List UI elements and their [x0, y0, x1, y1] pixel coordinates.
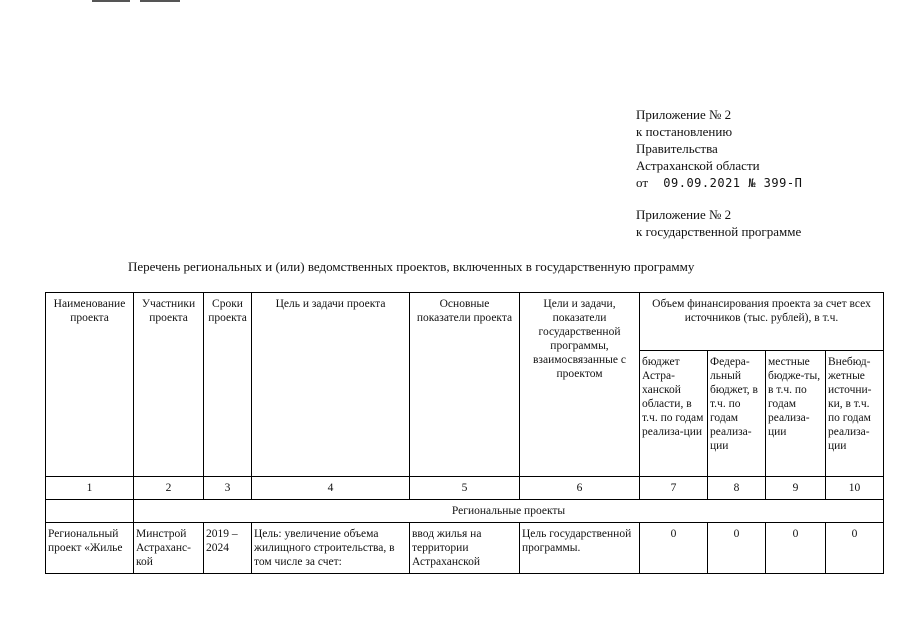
row-terms: 2019 – 2024 [204, 523, 252, 574]
row-indicator: ввод жилья на территории Астраханской [410, 523, 520, 574]
appendix-program-block [636, 206, 801, 240]
header-project-name: Наименование проекта [46, 293, 134, 477]
column-number: 9 [766, 477, 826, 500]
list-title: Перечень региональных и (или) ведомственных проектов, включенных в государственную программу [128, 259, 695, 274]
header-goals: Цель и задачи проекта [252, 293, 410, 477]
row-regional-budget-value: 0 [640, 523, 708, 574]
header-extrabudgetary: Внебюд-жетные источни-ки, в т.ч. по годам реализа-ции [826, 351, 884, 477]
appendix-decree-line2: к постановлению [636, 124, 733, 139]
row-goal: Цель: увеличение объема жилищного строительства, в том числе за счет: [252, 523, 410, 574]
header-terms: Сроки проекта [204, 293, 252, 477]
appendix-program-line2: к государственной программе [636, 224, 802, 239]
column-number: 1 [46, 477, 134, 500]
column-number: 8 [708, 477, 766, 500]
section-title: Региональные проекты [134, 500, 884, 523]
appendix-decree-line1: Приложение № 2 [636, 107, 732, 122]
header-participants: Участники проекта [134, 293, 204, 477]
column-number: 5 [410, 477, 520, 500]
column-number: 4 [252, 477, 410, 500]
header-federal-budget: Федера-льный бюджет, в т.ч. по годам реализа-ции [708, 351, 766, 477]
decree-date-number: 09.09.2021 № 399-П [663, 176, 803, 190]
header-indicators: Основные показатели проекта [410, 293, 520, 477]
column-number: 2 [134, 477, 204, 500]
appendix-decree-block [636, 106, 802, 192]
row-federal-budget-value: 0 [708, 523, 766, 574]
column-number: 6 [520, 477, 640, 500]
scan-artifact [140, 0, 180, 2]
row-extrabudgetary-value: 0 [826, 523, 884, 574]
appendix-decree-line4: Астраханской области [636, 158, 760, 173]
column-number: 3 [204, 477, 252, 500]
projects-table [45, 292, 884, 574]
column-number: 7 [640, 477, 708, 500]
appendix-decree-line3: Правительства [636, 141, 718, 156]
decree-date-line [636, 174, 802, 192]
header-local-budgets: местные бюдже-ты, в т.ч. по годам реализа-ции [766, 351, 826, 477]
header-regional-budget: бюджет Астра-ханской области, в т.ч. по годам реализа-ции [640, 351, 708, 477]
from-label: от [636, 175, 649, 190]
scan-artifact [92, 0, 130, 2]
row-program-goal: Цель государственной программы. [520, 523, 640, 574]
row-participants: Минстрой Астраханс-кой [134, 523, 204, 574]
row-local-budgets-value: 0 [766, 523, 826, 574]
row-project-name: Региональный проект «Жилье [46, 523, 134, 574]
section-empty-cell [46, 500, 134, 523]
header-financing: Объем финансирования проекта за счет всех источников (тыс. рублей), в т.ч. [640, 293, 884, 351]
column-number: 10 [826, 477, 884, 500]
appendix-program-line1: Приложение № 2 [636, 207, 732, 222]
header-program-goals: Цели и задачи, показатели государственной программы, взаимосвязанные с проектом [520, 293, 640, 477]
